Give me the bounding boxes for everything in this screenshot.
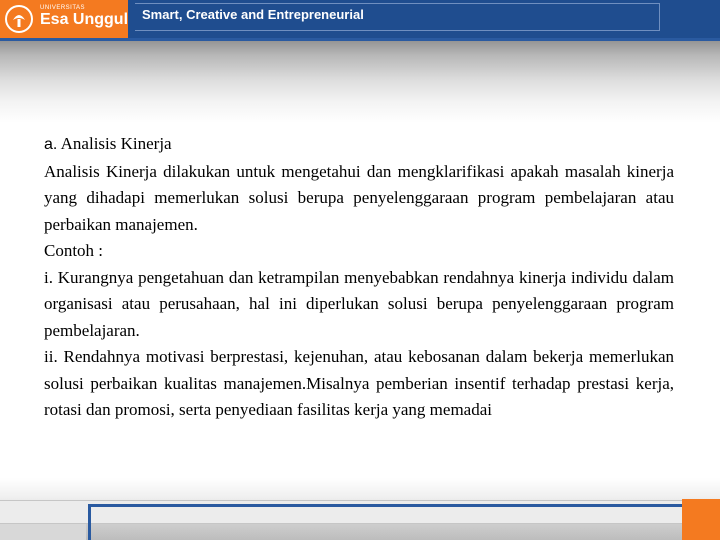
tagline: Smart, Creative and Entrepreneurial xyxy=(142,7,364,22)
header-gradient-band xyxy=(0,38,720,123)
heading-text: Analisis Kinerja xyxy=(57,134,172,153)
logo-small-text: UNIVERSITAS xyxy=(40,5,86,11)
university-logo xyxy=(0,0,128,38)
esa-unggul-emblem-icon xyxy=(4,4,34,34)
footer-left-block xyxy=(0,524,86,540)
header-divider xyxy=(0,38,720,41)
logo-name: Esa Unggul xyxy=(40,11,129,28)
section-heading xyxy=(44,131,674,159)
paragraph-example-i: i. Kurangnya pengetahuan dan ketrampilan menyebabkan rendahnya kinerja individu dalam organisasi atau perusahaan, hal ini diperlukan solusi berupa penyelenggaraan program pembelajaran. xyxy=(44,267,674,340)
paragraph-example-label: Contoh : xyxy=(44,241,104,260)
slide-content xyxy=(44,131,674,424)
heading-marker: a. xyxy=(44,136,58,153)
footer-frame-line xyxy=(88,504,718,540)
footer-orange-block xyxy=(682,499,720,540)
paragraph-example-ii: ii. Rendahnya motivasi berprestasi, kejenuhan, atau kebosanan dalam bekerja memerlukan solusi perbaikan kualitas manajemen.Misalnya pemberian insentif terhadap prestasi kerja, rotasi dan promosi, serta penyediaan fasilitas kerja yang memadai xyxy=(44,347,674,419)
paragraph-definition: Analisis Kinerja dilakukan untuk mengetahui dan mengklarifikasi apakah masalah kinerja yang dihadapi memerlukan solusi berupa penyelenggaraan program pembelajaran atau perbaikan manajemen. xyxy=(44,161,674,234)
header-bar xyxy=(0,0,720,38)
